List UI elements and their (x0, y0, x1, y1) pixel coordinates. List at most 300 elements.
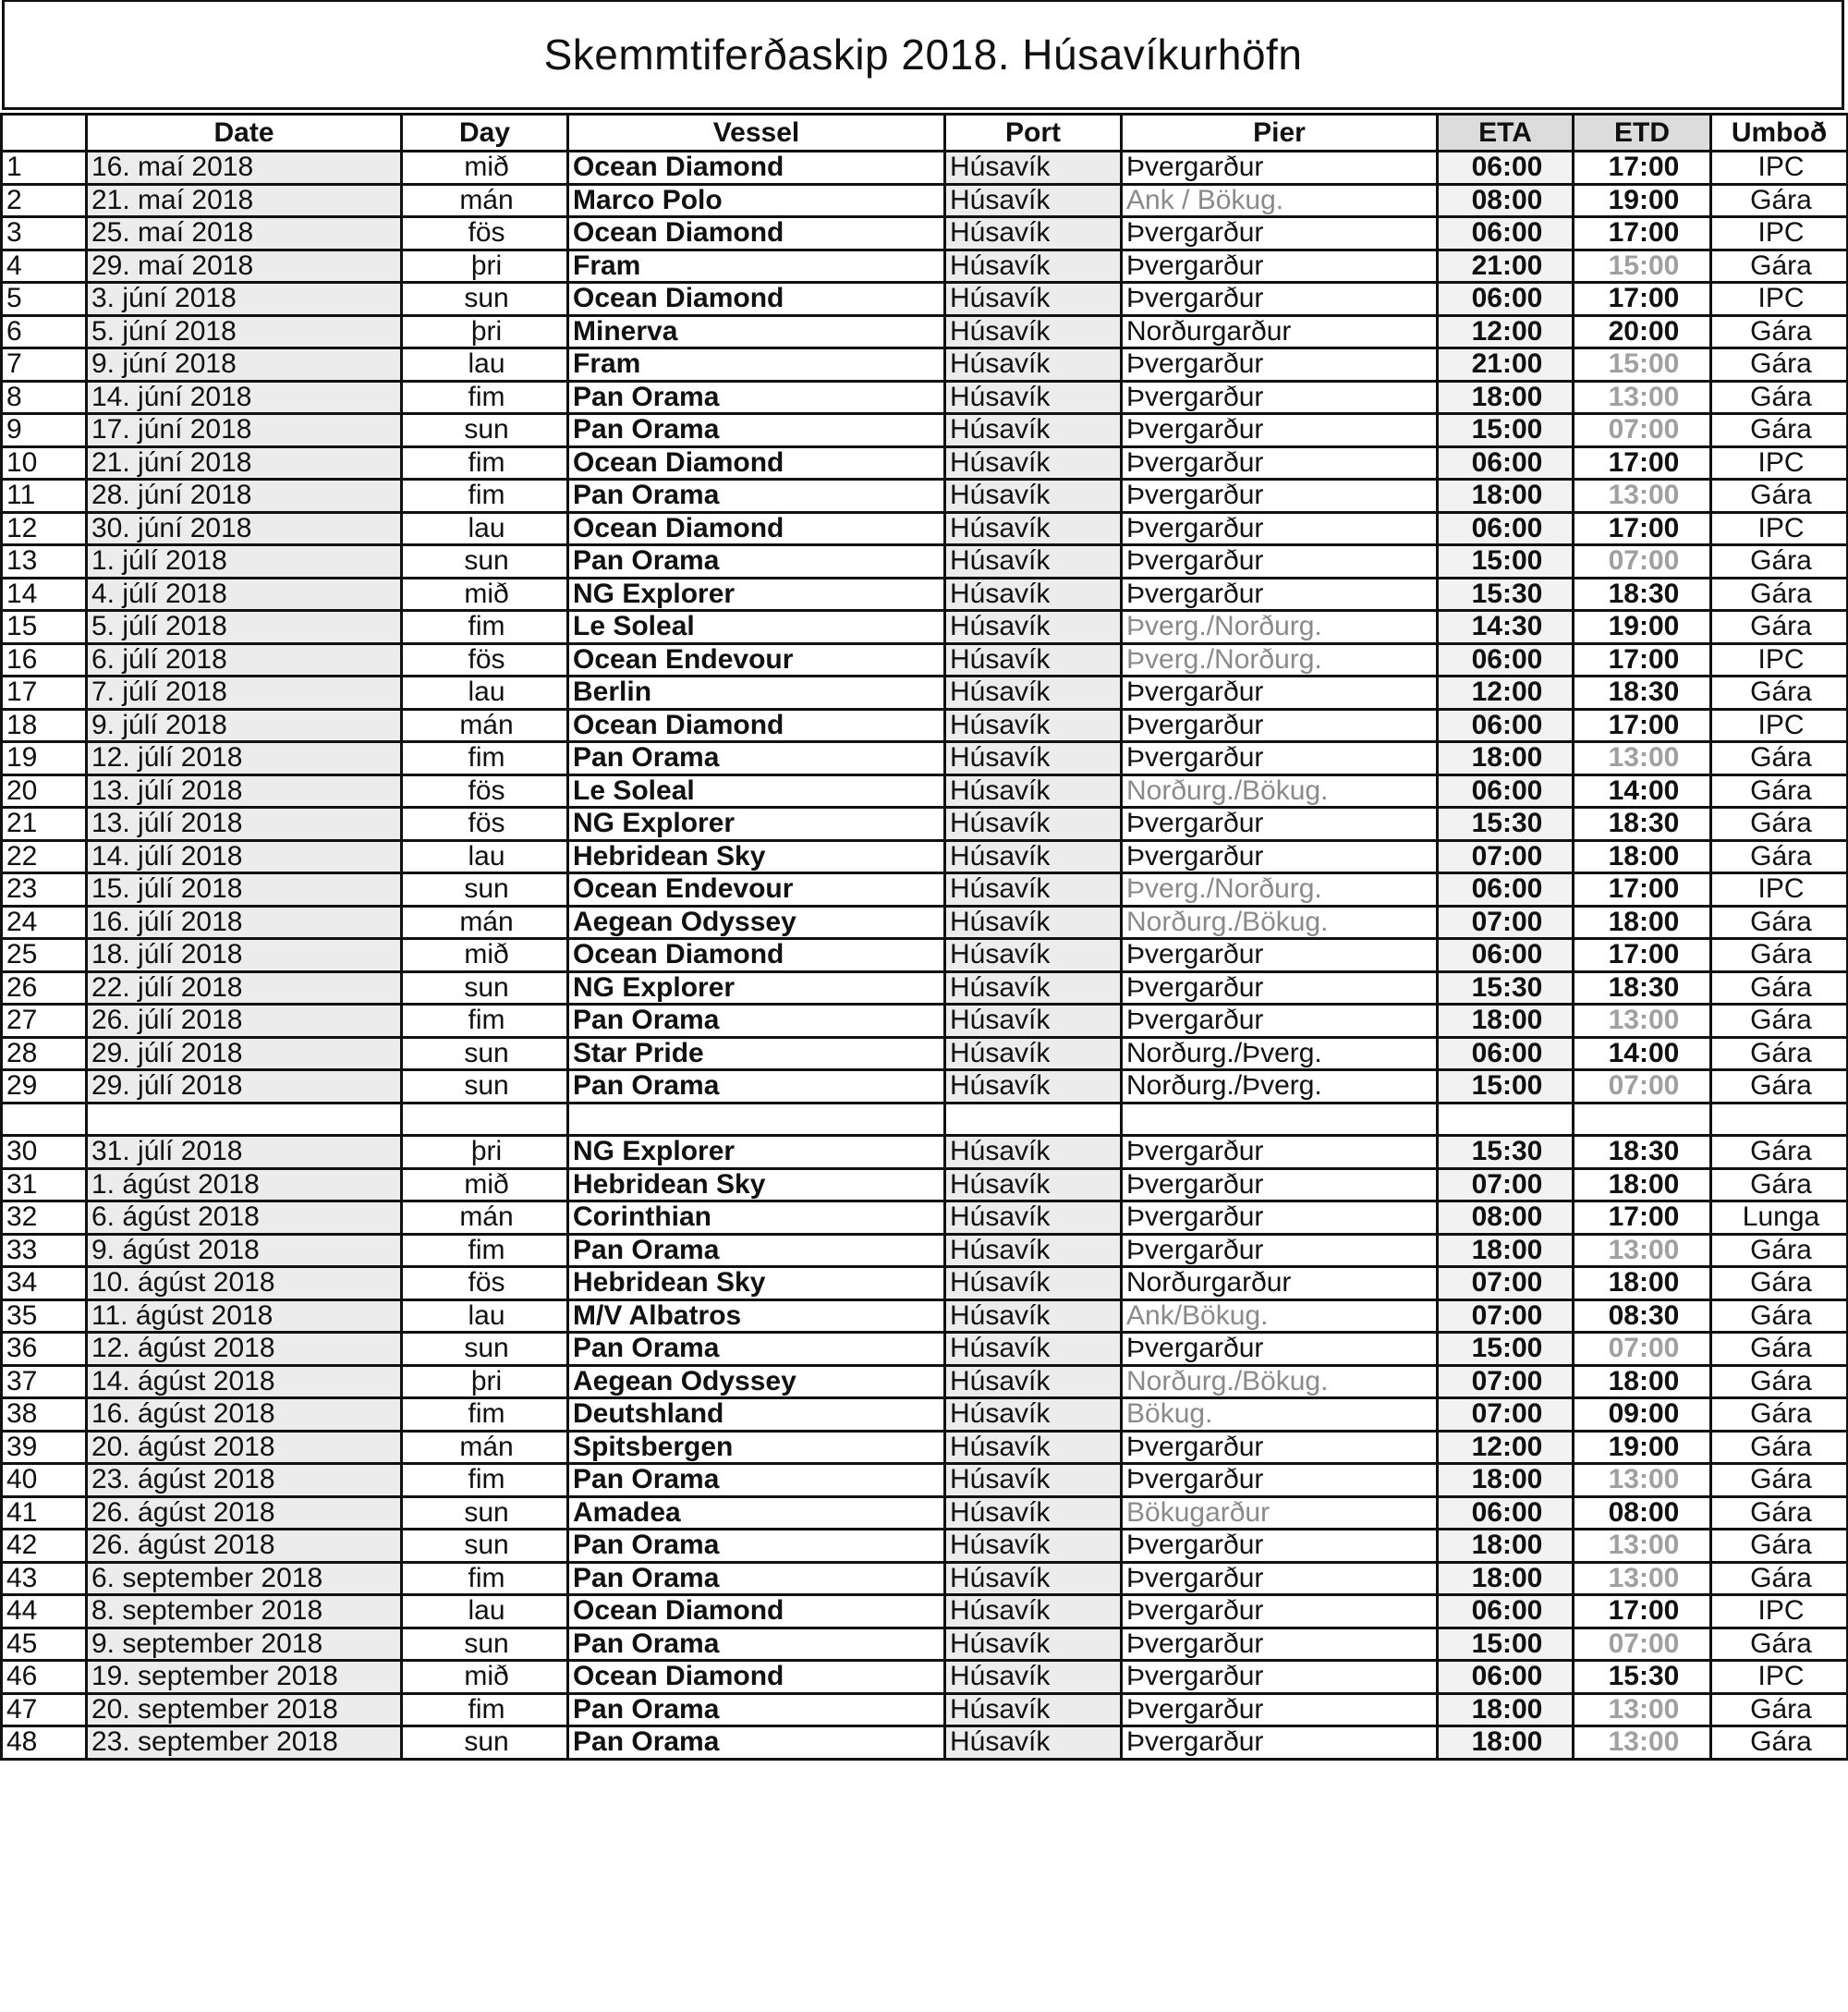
eta-cell: 15:30 (1438, 808, 1574, 841)
port-cell: Húsavík (945, 1595, 1122, 1628)
eta-cell: 06:00 (1438, 1595, 1574, 1628)
row-number: 40 (2, 1464, 87, 1497)
date-cell: 7. júlí 2018 (87, 677, 402, 710)
pier-cell: Þvergarður (1122, 1726, 1438, 1760)
port-cell: Húsavík (945, 906, 1122, 939)
port-cell: Húsavík (945, 1070, 1122, 1104)
day-cell: fim (402, 1398, 568, 1432)
day-cell: þri (402, 1136, 568, 1169)
row-number: 11 (2, 480, 87, 513)
etd-cell: 13:00 (1574, 381, 1711, 414)
date-cell: 19. september 2018 (87, 1661, 402, 1694)
date-cell: 9. júní 2018 (87, 348, 402, 382)
etd-cell: 07:00 (1574, 1070, 1711, 1104)
table-row (2, 1595, 1848, 1628)
date-cell: 6. júlí 2018 (87, 643, 402, 677)
date-cell: 16. ágúst 2018 (87, 1398, 402, 1432)
etd-cell: 18:00 (1574, 840, 1711, 873)
pier-cell: Þvergarður (1122, 1234, 1438, 1267)
port-cell: Húsavík (945, 1628, 1122, 1661)
day-cell: lau (402, 1595, 568, 1628)
row-number: 31 (2, 1168, 87, 1201)
pier-cell: Þvergarður (1122, 742, 1438, 775)
table-row (2, 1431, 1848, 1464)
port-cell: Húsavík (945, 578, 1122, 611)
day-cell: mán (402, 1201, 568, 1235)
day-cell: fim (402, 611, 568, 644)
eta-cell: 15:30 (1438, 1136, 1574, 1169)
vessel-cell: Ocean Endevour (568, 873, 945, 907)
eta-cell: 06:00 (1438, 643, 1574, 677)
agent-cell: Gára (1711, 578, 1848, 611)
row-number: 21 (2, 808, 87, 841)
day-cell: þri (402, 1365, 568, 1398)
pier-cell: Þvergarður (1122, 446, 1438, 480)
date-cell: 30. júní 2018 (87, 512, 402, 545)
etd-cell: 18:30 (1574, 578, 1711, 611)
table-row (2, 1628, 1848, 1661)
port-cell: Húsavík (945, 643, 1122, 677)
agent-cell: Gára (1711, 1693, 1848, 1726)
agent-cell: IPC (1711, 152, 1848, 185)
row-number: 44 (2, 1595, 87, 1628)
agent-cell: Gára (1711, 1464, 1848, 1497)
day-cell: sun (402, 1726, 568, 1760)
etd-cell: 17:00 (1574, 873, 1711, 907)
agent-cell: Gára (1711, 250, 1848, 283)
date-cell: 11. ágúst 2018 (87, 1299, 402, 1333)
pier-cell: Þvergarður (1122, 808, 1438, 841)
etd-cell: 13:00 (1574, 1726, 1711, 1760)
day-cell: fim (402, 1693, 568, 1726)
vessel-cell: Spitsbergen (568, 1431, 945, 1464)
row-number: 41 (2, 1496, 87, 1530)
table-row (2, 1562, 1848, 1595)
etd-cell: 14:00 (1574, 774, 1711, 808)
eta-cell: 18:00 (1438, 1693, 1574, 1726)
agent-cell: IPC (1711, 283, 1848, 316)
agent-cell: Gára (1711, 315, 1848, 348)
day-cell: mið (402, 1168, 568, 1201)
eta-cell: 06:00 (1438, 283, 1574, 316)
agent-cell: Gára (1711, 1299, 1848, 1333)
table-row (2, 808, 1848, 841)
etd-cell: 18:00 (1574, 1365, 1711, 1398)
pier-cell: Þvergarður (1122, 1530, 1438, 1563)
eta-cell: 06:00 (1438, 1661, 1574, 1694)
eta-cell: 18:00 (1438, 742, 1574, 775)
etd-cell: 17:00 (1574, 152, 1711, 185)
vessel-cell: NG Explorer (568, 971, 945, 1005)
row-number: 12 (2, 512, 87, 545)
port-cell: Húsavík (945, 1365, 1122, 1398)
pier-cell: Þvergarður (1122, 1464, 1438, 1497)
agent-cell: IPC (1711, 446, 1848, 480)
port-cell: Húsavík (945, 1431, 1122, 1464)
etd-cell: 13:00 (1574, 480, 1711, 513)
eta-cell: 06:00 (1438, 709, 1574, 742)
date-cell: 26. ágúst 2018 (87, 1530, 402, 1563)
row-number: 36 (2, 1333, 87, 1366)
table-row (2, 1661, 1848, 1694)
etd-cell: 19:00 (1574, 184, 1711, 217)
etd-cell: 13:00 (1574, 742, 1711, 775)
date-cell: 22. júlí 2018 (87, 971, 402, 1005)
table-row (2, 1398, 1848, 1432)
header-etd: ETD (1574, 115, 1711, 152)
agent-cell: Gára (1711, 414, 1848, 447)
vessel-cell: NG Explorer (568, 808, 945, 841)
vessel-cell: Star Pride (568, 1037, 945, 1070)
port-cell: Húsavík (945, 840, 1122, 873)
pier-cell: Þvergarður (1122, 578, 1438, 611)
vessel-cell: Aegean Odyssey (568, 906, 945, 939)
eta-cell: 07:00 (1438, 1398, 1574, 1432)
date-cell: 13. júlí 2018 (87, 808, 402, 841)
row-number: 1 (2, 152, 87, 185)
agent-cell: IPC (1711, 873, 1848, 907)
etd-cell: 18:00 (1574, 1168, 1711, 1201)
etd-cell: 13:00 (1574, 1530, 1711, 1563)
etd-cell: 18:00 (1574, 1267, 1711, 1300)
date-cell: 14. ágúst 2018 (87, 1365, 402, 1398)
eta-cell: 18:00 (1438, 480, 1574, 513)
table-row (2, 283, 1848, 316)
day-cell: fim (402, 1005, 568, 1038)
etd-cell: 18:30 (1574, 971, 1711, 1005)
port-cell: Húsavík (945, 512, 1122, 545)
agent-cell: Gára (1711, 1628, 1848, 1661)
agent-cell: Gára (1711, 1005, 1848, 1038)
table-row (2, 381, 1848, 414)
agent-cell: Gára (1711, 1333, 1848, 1366)
table-row (2, 217, 1848, 250)
etd-cell: 17:00 (1574, 1201, 1711, 1235)
date-cell: 9. september 2018 (87, 1628, 402, 1661)
eta-cell: 15:30 (1438, 971, 1574, 1005)
vessel-cell: Pan Orama (568, 1530, 945, 1563)
agent-cell: IPC (1711, 1661, 1848, 1694)
header-day: Day (402, 115, 568, 152)
etd-cell: 15:00 (1574, 348, 1711, 382)
date-cell: 5. júlí 2018 (87, 611, 402, 644)
vessel-cell: Ocean Diamond (568, 446, 945, 480)
agent-cell: Gára (1711, 611, 1848, 644)
day-cell: fim (402, 1562, 568, 1595)
date-cell: 9. ágúst 2018 (87, 1234, 402, 1267)
date-cell: 21. maí 2018 (87, 184, 402, 217)
day-cell: lau (402, 840, 568, 873)
pier-cell: Þverg./Norðurg. (1122, 873, 1438, 907)
port-cell: Húsavík (945, 1661, 1122, 1694)
date-cell: 29. maí 2018 (87, 250, 402, 283)
table-row (2, 1726, 1848, 1760)
row-number: 17 (2, 677, 87, 710)
day-cell: þri (402, 250, 568, 283)
vessel-cell: Aegean Odyssey (568, 1365, 945, 1398)
row-number: 5 (2, 283, 87, 316)
port-cell: Húsavík (945, 1530, 1122, 1563)
table-row (2, 578, 1848, 611)
pier-cell: Þvergarður (1122, 250, 1438, 283)
vessel-cell: Corinthian (568, 1201, 945, 1235)
table-row (2, 1234, 1848, 1267)
table-row (2, 873, 1848, 907)
eta-cell: 15:00 (1438, 1628, 1574, 1661)
table-row (2, 1333, 1848, 1366)
pier-cell: Norðurg./Þverg. (1122, 1070, 1438, 1104)
port-cell: Húsavík (945, 1136, 1122, 1169)
vessel-cell: Marco Polo (568, 184, 945, 217)
pier-cell: Þvergarður (1122, 1628, 1438, 1661)
date-cell: 6. ágúst 2018 (87, 1201, 402, 1235)
etd-cell: 18:30 (1574, 1136, 1711, 1169)
pier-cell: Þvergarður (1122, 1005, 1438, 1038)
vessel-cell: M/V Albatros (568, 1299, 945, 1333)
page-break-gap (2, 1103, 1848, 1136)
row-number: 7 (2, 348, 87, 382)
row-number: 33 (2, 1234, 87, 1267)
eta-cell: 12:00 (1438, 677, 1574, 710)
pier-cell: Þvergarður (1122, 348, 1438, 382)
day-cell: þri (402, 315, 568, 348)
table-row (2, 742, 1848, 775)
row-number: 46 (2, 1661, 87, 1694)
day-cell: fös (402, 774, 568, 808)
gap-cell (945, 1103, 1122, 1136)
etd-cell: 09:00 (1574, 1398, 1711, 1432)
port-cell: Húsavík (945, 348, 1122, 382)
date-cell: 31. júlí 2018 (87, 1136, 402, 1169)
pier-cell: Norðurg./Þverg. (1122, 1037, 1438, 1070)
port-cell: Húsavík (945, 1398, 1122, 1432)
pier-cell: Þvergarður (1122, 1333, 1438, 1366)
port-cell: Húsavík (945, 1267, 1122, 1300)
etd-cell: 17:00 (1574, 1595, 1711, 1628)
table-row (2, 250, 1848, 283)
vessel-cell: Amadea (568, 1496, 945, 1530)
vessel-cell: Le Soleal (568, 774, 945, 808)
date-cell: 20. september 2018 (87, 1693, 402, 1726)
pier-cell: Þverg./Norðurg. (1122, 611, 1438, 644)
row-number: 34 (2, 1267, 87, 1300)
row-number: 28 (2, 1037, 87, 1070)
agent-cell: Gára (1711, 906, 1848, 939)
eta-cell: 06:00 (1438, 512, 1574, 545)
page-title: Skemmtiferðaskip 2018. Húsavíkurhöfn (2, 0, 1844, 110)
agent-cell: Gára (1711, 1496, 1848, 1530)
row-number: 47 (2, 1693, 87, 1726)
day-cell: mán (402, 906, 568, 939)
row-number: 15 (2, 611, 87, 644)
date-cell: 14. júní 2018 (87, 381, 402, 414)
pier-cell: Þvergarður (1122, 939, 1438, 972)
day-cell: sun (402, 283, 568, 316)
vessel-cell: Deutshland (568, 1398, 945, 1432)
pier-cell: Þvergarður (1122, 1562, 1438, 1595)
etd-cell: 15:00 (1574, 250, 1711, 283)
header-pier: Pier (1122, 115, 1438, 152)
agent-cell: Gára (1711, 1726, 1848, 1760)
row-number: 24 (2, 906, 87, 939)
eta-cell: 06:00 (1438, 152, 1574, 185)
row-number: 8 (2, 381, 87, 414)
day-cell: mið (402, 939, 568, 972)
date-cell: 17. júní 2018 (87, 414, 402, 447)
pier-cell: Þvergarður (1122, 381, 1438, 414)
vessel-cell: NG Explorer (568, 578, 945, 611)
eta-cell: 21:00 (1438, 348, 1574, 382)
pier-cell: Norðurg./Bökug. (1122, 906, 1438, 939)
etd-cell: 13:00 (1574, 1005, 1711, 1038)
day-cell: fim (402, 381, 568, 414)
table-row (2, 1365, 1848, 1398)
agent-cell: Gára (1711, 1530, 1848, 1563)
vessel-cell: Le Soleal (568, 611, 945, 644)
port-cell: Húsavík (945, 774, 1122, 808)
day-cell: sun (402, 414, 568, 447)
etd-cell: 07:00 (1574, 1628, 1711, 1661)
pier-cell: Ank / Bökug. (1122, 184, 1438, 217)
etd-cell: 18:30 (1574, 677, 1711, 710)
vessel-cell: NG Explorer (568, 1136, 945, 1169)
pier-cell: Þvergarður (1122, 709, 1438, 742)
etd-cell: 13:00 (1574, 1693, 1711, 1726)
table-row (2, 1530, 1848, 1563)
port-cell: Húsavík (945, 939, 1122, 972)
eta-cell: 06:00 (1438, 1496, 1574, 1530)
agent-cell: Gára (1711, 1037, 1848, 1070)
day-cell: mið (402, 152, 568, 185)
day-cell: fös (402, 1267, 568, 1300)
date-cell: 15. júlí 2018 (87, 873, 402, 907)
port-cell: Húsavík (945, 250, 1122, 283)
etd-cell: 18:00 (1574, 906, 1711, 939)
vessel-cell: Ocean Endevour (568, 643, 945, 677)
row-number: 3 (2, 217, 87, 250)
pier-cell: Ank/Bökug. (1122, 1299, 1438, 1333)
gap-cell (1122, 1103, 1438, 1136)
date-cell: 23. ágúst 2018 (87, 1464, 402, 1497)
eta-cell: 18:00 (1438, 1726, 1574, 1760)
etd-cell: 07:00 (1574, 545, 1711, 579)
day-cell: sun (402, 545, 568, 579)
vessel-cell: Ocean Diamond (568, 939, 945, 972)
port-cell: Húsavík (945, 217, 1122, 250)
row-number: 48 (2, 1726, 87, 1760)
port-cell: Húsavík (945, 1005, 1122, 1038)
eta-cell: 06:00 (1438, 939, 1574, 972)
row-number: 26 (2, 971, 87, 1005)
port-cell: Húsavík (945, 315, 1122, 348)
row-number: 4 (2, 250, 87, 283)
pier-cell: Þvergarður (1122, 480, 1438, 513)
eta-cell: 12:00 (1438, 315, 1574, 348)
row-number: 9 (2, 414, 87, 447)
table-row (2, 446, 1848, 480)
header-agent: Umboð (1711, 115, 1848, 152)
vessel-cell: Pan Orama (568, 1005, 945, 1038)
gap-cell (1574, 1103, 1711, 1136)
row-number: 18 (2, 709, 87, 742)
date-cell: 12. júlí 2018 (87, 742, 402, 775)
agent-cell: Gára (1711, 774, 1848, 808)
vessel-cell: Pan Orama (568, 1628, 945, 1661)
row-number: 42 (2, 1530, 87, 1563)
date-cell: 13. júlí 2018 (87, 774, 402, 808)
eta-cell: 18:00 (1438, 1562, 1574, 1595)
row-number: 35 (2, 1299, 87, 1333)
table-row (2, 348, 1848, 382)
pier-cell: Þvergarður (1122, 283, 1438, 316)
header-date: Date (87, 115, 402, 152)
pier-cell: Þvergarður (1122, 1595, 1438, 1628)
date-cell: 1. júlí 2018 (87, 545, 402, 579)
port-cell: Húsavík (945, 381, 1122, 414)
agent-cell: Gára (1711, 1365, 1848, 1398)
day-cell: lau (402, 677, 568, 710)
table-row (2, 1037, 1848, 1070)
date-cell: 4. júlí 2018 (87, 578, 402, 611)
eta-cell: 06:00 (1438, 873, 1574, 907)
agent-cell: IPC (1711, 709, 1848, 742)
pier-cell: Þvergarður (1122, 971, 1438, 1005)
pier-cell: Þvergarður (1122, 1693, 1438, 1726)
agent-cell: Gára (1711, 348, 1848, 382)
etd-cell: 15:30 (1574, 1661, 1711, 1694)
agent-cell: Gára (1711, 677, 1848, 710)
pier-cell: Norðurg./Bökug. (1122, 1365, 1438, 1398)
date-cell: 26. ágúst 2018 (87, 1496, 402, 1530)
date-cell: 29. júlí 2018 (87, 1037, 402, 1070)
date-cell: 18. júlí 2018 (87, 939, 402, 972)
pier-cell: Þvergarður (1122, 677, 1438, 710)
table-row (2, 480, 1848, 513)
eta-cell: 07:00 (1438, 1168, 1574, 1201)
date-cell: 25. maí 2018 (87, 217, 402, 250)
table-row (2, 152, 1848, 185)
eta-cell: 18:00 (1438, 1530, 1574, 1563)
row-number: 38 (2, 1398, 87, 1432)
date-cell: 5. júní 2018 (87, 315, 402, 348)
day-cell: sun (402, 1628, 568, 1661)
cruise-schedule-table (0, 113, 1848, 1761)
row-number: 14 (2, 578, 87, 611)
vessel-cell: Fram (568, 250, 945, 283)
gap-cell (2, 1103, 87, 1136)
eta-cell: 06:00 (1438, 446, 1574, 480)
date-cell: 1. ágúst 2018 (87, 1168, 402, 1201)
agent-cell: Gára (1711, 1070, 1848, 1104)
row-number: 27 (2, 1005, 87, 1038)
eta-cell: 12:00 (1438, 1431, 1574, 1464)
gap-cell (1711, 1103, 1848, 1136)
etd-cell: 18:30 (1574, 808, 1711, 841)
eta-cell: 07:00 (1438, 906, 1574, 939)
agent-cell: Gára (1711, 1168, 1848, 1201)
date-cell: 8. september 2018 (87, 1595, 402, 1628)
date-cell: 16. maí 2018 (87, 152, 402, 185)
table-row (2, 611, 1848, 644)
pier-cell: Þvergarður (1122, 545, 1438, 579)
eta-cell: 08:00 (1438, 1201, 1574, 1235)
agent-cell: Gára (1711, 1562, 1848, 1595)
row-number: 19 (2, 742, 87, 775)
table-row (2, 414, 1848, 447)
port-cell: Húsavík (945, 1496, 1122, 1530)
agent-cell: Gára (1711, 742, 1848, 775)
etd-cell: 08:00 (1574, 1496, 1711, 1530)
